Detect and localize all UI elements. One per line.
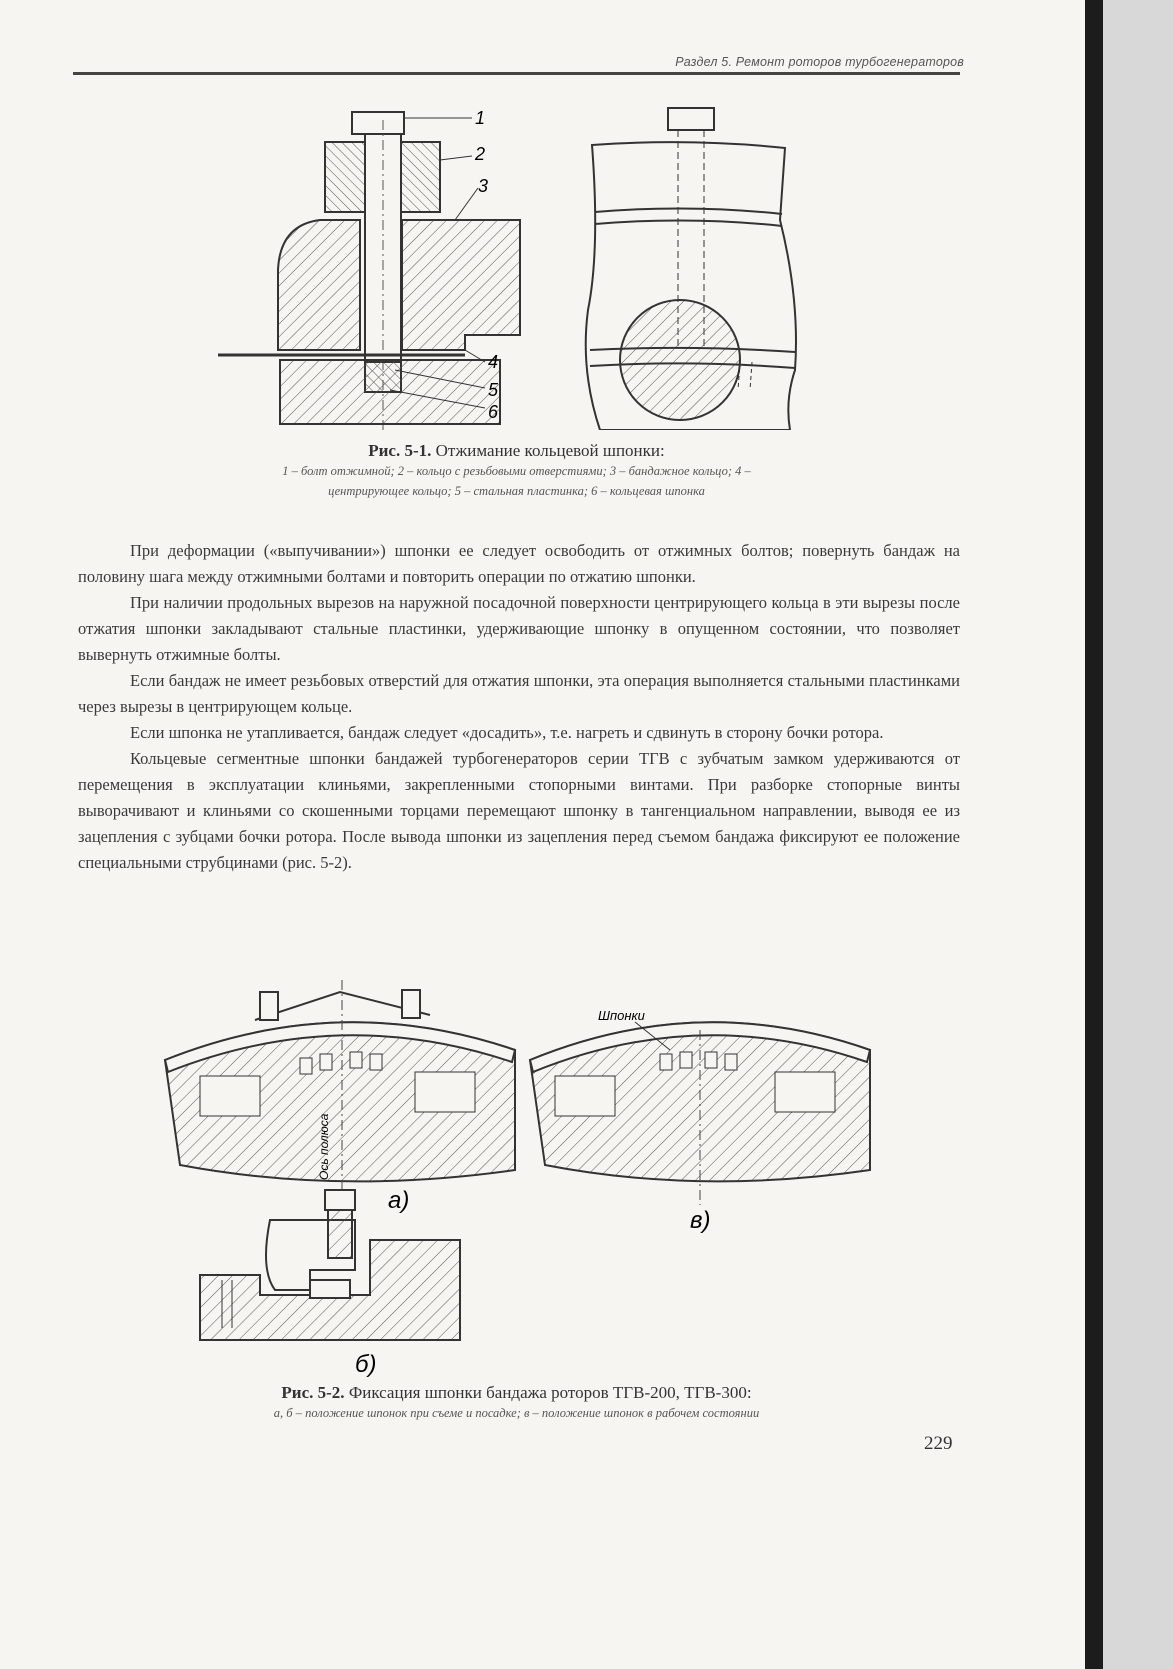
figure-5-1-caption	[73, 441, 960, 501]
callout-3: 3	[478, 176, 489, 196]
paragraph: Если шпонка не утапливается, бандаж следует «досадить», т.е. нагреть и сдвинуть в сторону бочки ротора.	[130, 723, 884, 742]
figure-5-1-legend-line1: 1 – болт отжимной; 2 – кольцо с резьбовыми отверстиями; 3 – бандажное кольцо; 4 –	[282, 464, 751, 478]
keys-label: Шпонки	[598, 1008, 645, 1023]
figure-5-1-number: Рис. 5-1.	[368, 441, 432, 460]
paragraph: При деформации («выпучивании») шпонки ее следует освободить от отжимных болтов; повернуть бандаж на половину шага между отжимными болтами и повторить операции по отжатию шпонки.	[78, 541, 960, 586]
figure-5-2-caption	[73, 1383, 960, 1423]
callout-2: 2	[475, 144, 486, 164]
figure-5-2-drawing	[160, 980, 890, 1380]
section-view	[218, 108, 520, 430]
figure-5-1-legend-line2: центрирующее кольцо; 5 – стальная пластинка; 6 – кольцевая шпонка	[328, 484, 705, 498]
front-view	[586, 108, 796, 430]
view-a	[165, 980, 515, 1214]
figure-5-2-title: Фиксация шпонки бандажа роторов ТГВ-200, ТГВ-300:	[348, 1383, 752, 1402]
page-number: 229	[924, 1433, 953, 1454]
figure-5-2-legend: а, б – положение шпонок при съеме и посадке; в – положение шпонок в рабочем состоянии	[273, 1406, 760, 1420]
page-binding-edge	[1085, 0, 1103, 1669]
figure-5-1-title: Отжимание кольцевой шпонки:	[435, 441, 665, 460]
figure-5-1-drawing	[210, 100, 850, 430]
label-b: б)	[355, 1351, 377, 1378]
body-text	[78, 538, 960, 876]
paragraph: Если бандаж не имеет резьбовых отверстий для отжатия шпонки, эта операция выполняется стальными пластинками через вырезы в центрирующем кольце.	[78, 671, 960, 716]
figure-5-2-number: Рис. 5-2.	[281, 1383, 345, 1402]
callout-1: 1	[475, 108, 486, 128]
callout-6: 6	[488, 402, 499, 422]
label-v: в)	[690, 1207, 711, 1234]
scan-border	[1103, 0, 1173, 1669]
running-header: Раздел 5. Ремонт роторов турбогенераторов	[675, 55, 964, 69]
callout-4: 4	[488, 352, 499, 372]
paragraph: Кольцевые сегментные шпонки бандажей турбогенераторов серии ТГВ с зубчатым замком удерживаются от перемещения в эксплуатации клиньями, закрепленными стопорными винтами. При разборке стопорные винты выворачивают и клиньями со скошенными торцами перемещают шпонку в тангенциальном направлении, выводя ее из зацепления с зубцами бочки ротора. После вывода шпонки из зацепления перед съемом бандажа фиксируют ее положение специальными струбцинами (рис. 5-2).	[78, 749, 960, 872]
label-a: а)	[388, 1187, 410, 1214]
view-b	[200, 1190, 460, 1378]
header-rule	[73, 72, 960, 75]
pole-axis-label: Ось полюса	[317, 1113, 331, 1180]
callout-5: 5	[488, 380, 499, 400]
view-v	[530, 1008, 870, 1234]
paragraph: При наличии продольных вырезов на наружной посадочной поверхности центрирующего кольца в эти вырезы после отжатия шпонки закладывают стальные пластинки, удерживающие шпонку в опущенном состоянии, что позволяет вывернуть отжимные болты.	[78, 593, 960, 664]
